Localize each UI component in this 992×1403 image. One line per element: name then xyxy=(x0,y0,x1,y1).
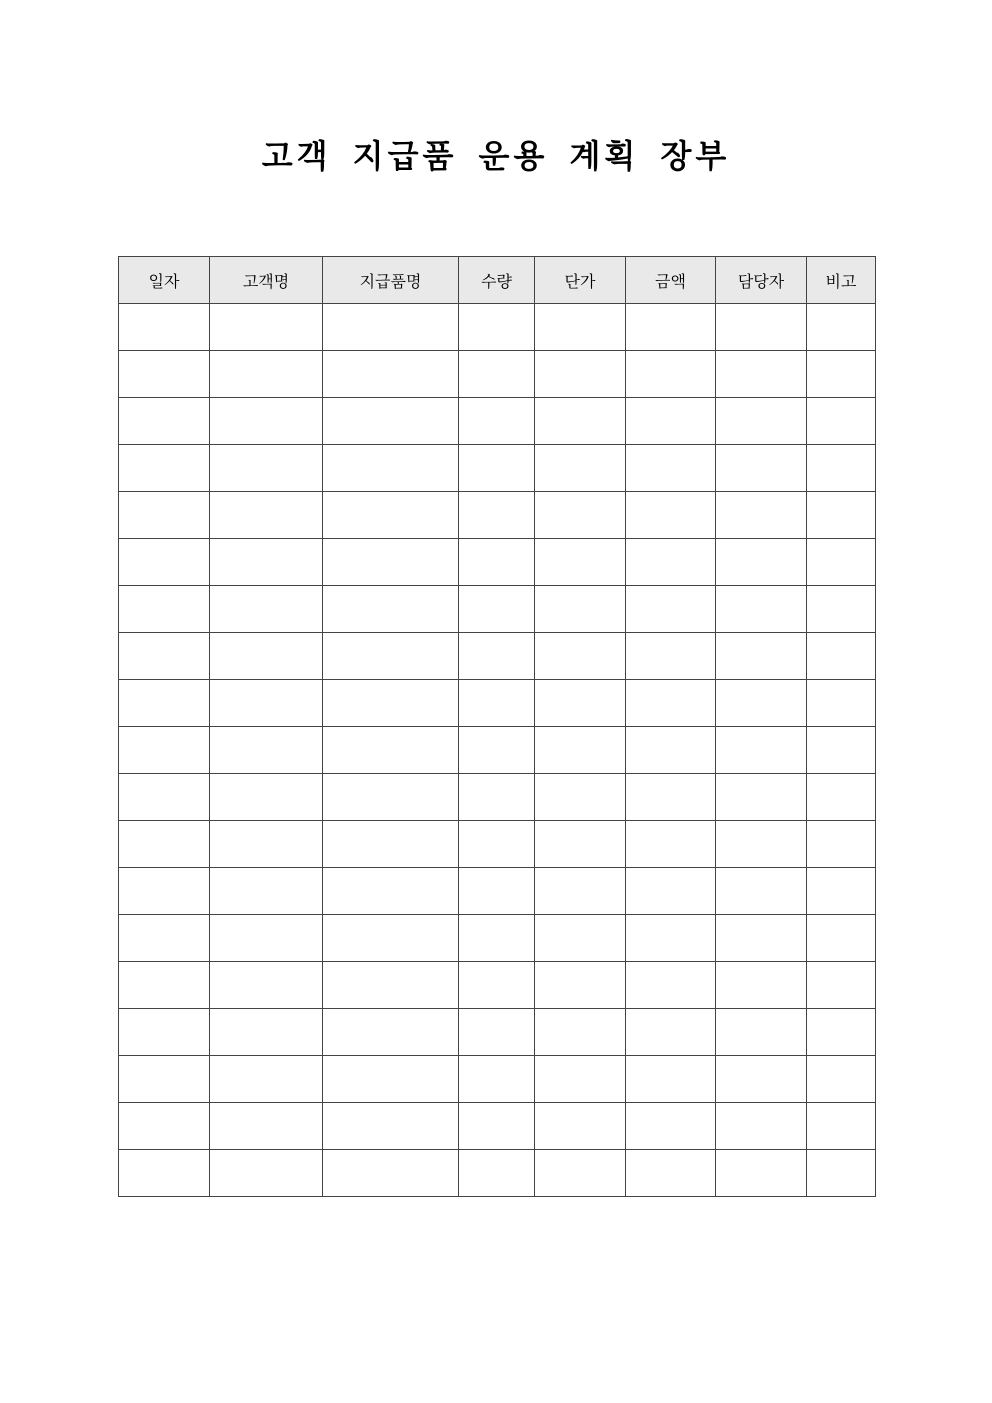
table-cell xyxy=(807,586,876,633)
table-cell xyxy=(323,821,459,868)
table-cell xyxy=(807,774,876,821)
table-cell xyxy=(119,492,210,539)
table-cell xyxy=(807,727,876,774)
table-cell xyxy=(323,1150,459,1197)
table-cell xyxy=(459,586,535,633)
table-cell xyxy=(459,351,535,398)
table-cell xyxy=(807,915,876,962)
table-cell xyxy=(535,539,626,586)
table-cell xyxy=(807,398,876,445)
column-header-amount: 금액 xyxy=(626,257,716,304)
table-cell xyxy=(807,821,876,868)
table-row xyxy=(119,398,876,445)
table-cell xyxy=(535,445,626,492)
table-cell xyxy=(323,868,459,915)
table-cell xyxy=(323,774,459,821)
table-cell xyxy=(119,1009,210,1056)
table-cell xyxy=(716,962,807,1009)
table-cell xyxy=(119,633,210,680)
table-cell xyxy=(119,1056,210,1103)
table-cell xyxy=(323,445,459,492)
column-header-remarks: 비고 xyxy=(807,257,876,304)
table-cell xyxy=(323,398,459,445)
table-cell xyxy=(459,539,535,586)
table-cell xyxy=(807,492,876,539)
table-cell xyxy=(210,915,323,962)
column-header-quantity: 수량 xyxy=(459,257,535,304)
table-cell xyxy=(626,821,716,868)
table-cell xyxy=(626,680,716,727)
table-cell xyxy=(459,680,535,727)
table-cell xyxy=(459,633,535,680)
column-header-date: 일자 xyxy=(119,257,210,304)
table-cell xyxy=(119,398,210,445)
table-cell xyxy=(626,1056,716,1103)
table-cell xyxy=(807,1103,876,1150)
table-cell xyxy=(323,1009,459,1056)
table-cell xyxy=(210,398,323,445)
table-cell xyxy=(459,1009,535,1056)
table-cell xyxy=(716,445,807,492)
table-row xyxy=(119,1009,876,1056)
table-cell xyxy=(626,492,716,539)
table-cell xyxy=(807,539,876,586)
table-cell xyxy=(716,633,807,680)
table-cell xyxy=(626,915,716,962)
table-row xyxy=(119,351,876,398)
table-cell xyxy=(119,962,210,1009)
table-cell xyxy=(323,633,459,680)
table-cell xyxy=(459,821,535,868)
table-cell xyxy=(535,868,626,915)
table-cell xyxy=(535,633,626,680)
table-cell xyxy=(626,398,716,445)
table-cell xyxy=(119,680,210,727)
table-cell xyxy=(716,1150,807,1197)
table-cell xyxy=(119,821,210,868)
table-cell xyxy=(716,1009,807,1056)
table-cell xyxy=(807,445,876,492)
table-cell xyxy=(716,1056,807,1103)
table-row xyxy=(119,1056,876,1103)
table-cell xyxy=(119,774,210,821)
table-cell xyxy=(626,351,716,398)
table-cell xyxy=(535,1009,626,1056)
table-cell xyxy=(535,351,626,398)
table-cell xyxy=(626,633,716,680)
table-cell xyxy=(626,1150,716,1197)
table-cell xyxy=(210,774,323,821)
table-cell xyxy=(626,1009,716,1056)
table-cell xyxy=(716,821,807,868)
table-cell xyxy=(716,492,807,539)
table-cell xyxy=(716,586,807,633)
table-cell xyxy=(459,1056,535,1103)
table-cell xyxy=(210,680,323,727)
table-row xyxy=(119,633,876,680)
table-cell xyxy=(459,1103,535,1150)
table-cell xyxy=(807,351,876,398)
table-cell xyxy=(210,351,323,398)
table-cell xyxy=(626,774,716,821)
table-cell xyxy=(716,304,807,351)
table-cell xyxy=(535,1056,626,1103)
table-cell xyxy=(119,445,210,492)
table-cell xyxy=(323,492,459,539)
table-cell xyxy=(210,1056,323,1103)
table-cell xyxy=(210,633,323,680)
table-cell xyxy=(535,1103,626,1150)
table-cell xyxy=(210,586,323,633)
table-header-row xyxy=(119,257,876,304)
table-cell xyxy=(459,915,535,962)
table-cell xyxy=(535,727,626,774)
table-cell xyxy=(807,962,876,1009)
table-cell xyxy=(807,304,876,351)
table-cell xyxy=(807,1009,876,1056)
table-cell xyxy=(716,351,807,398)
table-cell xyxy=(807,633,876,680)
table-cell xyxy=(210,821,323,868)
table-cell xyxy=(535,774,626,821)
table-cell xyxy=(535,821,626,868)
table-cell xyxy=(119,1150,210,1197)
table-cell xyxy=(323,304,459,351)
table-cell xyxy=(535,586,626,633)
table-cell xyxy=(626,586,716,633)
table-cell xyxy=(716,868,807,915)
table-cell xyxy=(626,539,716,586)
table-cell xyxy=(323,915,459,962)
column-header-person-in-charge: 담당자 xyxy=(716,257,807,304)
table-cell xyxy=(459,492,535,539)
table-cell xyxy=(626,962,716,1009)
column-header-item-name: 지급품명 xyxy=(323,257,459,304)
table-cell xyxy=(716,539,807,586)
table-cell xyxy=(210,962,323,1009)
table-cell xyxy=(323,727,459,774)
table-cell xyxy=(119,586,210,633)
table-cell xyxy=(210,445,323,492)
table-cell xyxy=(119,868,210,915)
table-cell xyxy=(210,539,323,586)
table-cell xyxy=(119,727,210,774)
table-row xyxy=(119,962,876,1009)
table-cell xyxy=(626,304,716,351)
table-cell xyxy=(535,680,626,727)
ledger-body xyxy=(119,304,876,1197)
table-cell xyxy=(210,304,323,351)
table-row xyxy=(119,304,876,351)
table-row xyxy=(119,445,876,492)
table-cell xyxy=(119,539,210,586)
table-cell xyxy=(210,727,323,774)
table-cell xyxy=(210,1103,323,1150)
table-cell xyxy=(323,539,459,586)
table-cell xyxy=(323,351,459,398)
table-cell xyxy=(459,727,535,774)
table-row xyxy=(119,1150,876,1197)
table-cell xyxy=(716,774,807,821)
table-row xyxy=(119,680,876,727)
table-cell xyxy=(535,398,626,445)
table-cell xyxy=(323,680,459,727)
table-row xyxy=(119,1103,876,1150)
table-row xyxy=(119,868,876,915)
table-cell xyxy=(119,915,210,962)
table-cell xyxy=(323,1103,459,1150)
table-cell xyxy=(626,727,716,774)
table-cell xyxy=(807,680,876,727)
table-cell xyxy=(626,1103,716,1150)
table-cell xyxy=(716,1103,807,1150)
table-cell xyxy=(459,398,535,445)
page-title: 고객 지급품 운용 계획 장부 xyxy=(261,137,731,175)
table-cell xyxy=(119,351,210,398)
table-cell xyxy=(535,492,626,539)
table-cell xyxy=(716,915,807,962)
table-row xyxy=(119,586,876,633)
table-cell xyxy=(210,1150,323,1197)
table-cell xyxy=(535,915,626,962)
table-cell xyxy=(459,868,535,915)
table-cell xyxy=(716,398,807,445)
table-cell xyxy=(535,1150,626,1197)
table-cell xyxy=(459,1150,535,1197)
table-cell xyxy=(459,962,535,1009)
table-cell xyxy=(535,304,626,351)
column-header-unit-price: 단가 xyxy=(535,257,626,304)
ledger-table xyxy=(118,256,876,1197)
table-row xyxy=(119,915,876,962)
column-header-customer-name: 고객명 xyxy=(210,257,323,304)
table-cell xyxy=(323,586,459,633)
table-cell xyxy=(807,868,876,915)
table-row xyxy=(119,774,876,821)
table-cell xyxy=(716,727,807,774)
table-cell xyxy=(323,962,459,1009)
table-row xyxy=(119,727,876,774)
table-cell xyxy=(807,1150,876,1197)
table-cell xyxy=(459,445,535,492)
table-cell xyxy=(210,868,323,915)
table-cell xyxy=(210,492,323,539)
table-cell xyxy=(626,868,716,915)
table-cell xyxy=(119,1103,210,1150)
table-row xyxy=(119,539,876,586)
table-cell xyxy=(210,1009,323,1056)
table-cell xyxy=(626,445,716,492)
table-cell xyxy=(119,304,210,351)
table-cell xyxy=(459,774,535,821)
table-row xyxy=(119,492,876,539)
table-cell xyxy=(716,680,807,727)
table-cell xyxy=(323,1056,459,1103)
table-cell xyxy=(459,304,535,351)
table-row xyxy=(119,821,876,868)
table-cell xyxy=(807,1056,876,1103)
table-cell xyxy=(535,962,626,1009)
